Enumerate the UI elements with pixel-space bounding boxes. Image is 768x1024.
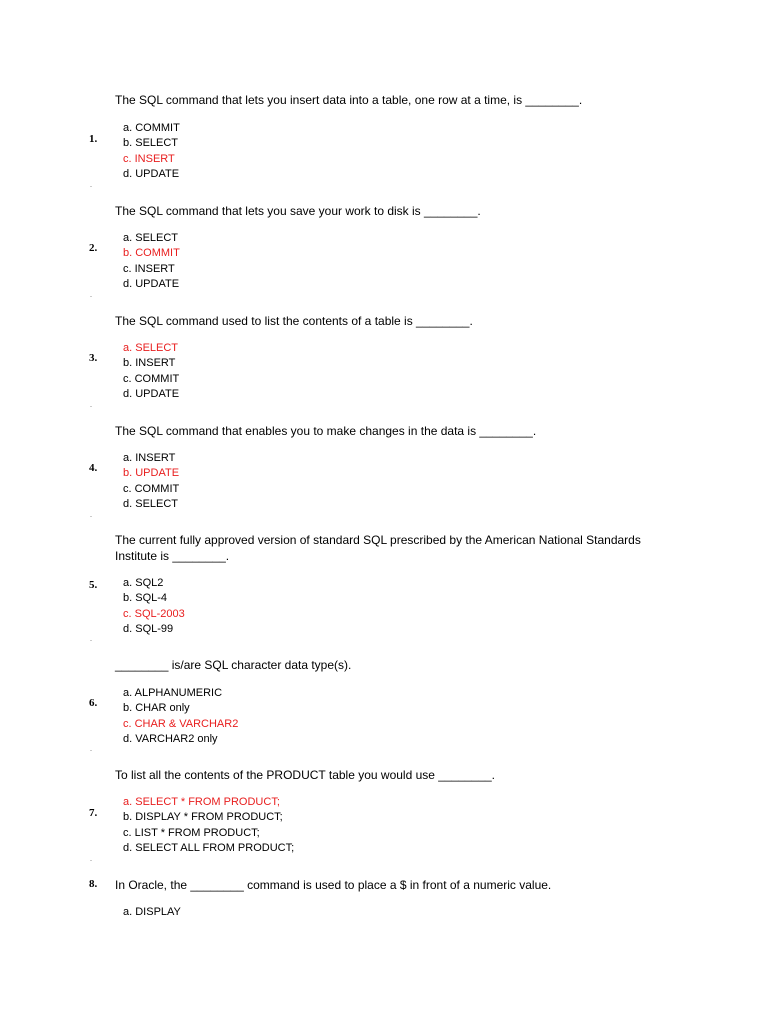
option-d: d. UPDATE (123, 387, 180, 400)
divider-mark (90, 516, 92, 517)
option-list (123, 686, 238, 747)
question-text: In Oracle, the ________ command is used to place a $ in front of a numeric value. (115, 878, 552, 892)
question-number: 1. (89, 133, 98, 145)
option-list (123, 231, 180, 292)
option-c-correct: c. INSERT (123, 152, 175, 165)
option-d: d. UPDATE (123, 277, 180, 290)
option-b-correct: b. UPDATE (123, 467, 180, 480)
option-a: a. INSERT (123, 452, 176, 464)
option-a: a. SQL2 (123, 577, 164, 589)
option-a: a. ALPHANUMERIC (123, 687, 223, 699)
option-list (123, 576, 185, 637)
question-text: The SQL command used to list the contents of a table is ________. (115, 314, 473, 328)
question-text: To list all the contents of the PRODUCT table you would use ________. (115, 768, 495, 782)
option-list (123, 905, 181, 920)
option-c: c. LIST * FROM PRODUCT; (123, 826, 260, 839)
option-a: a. COMMIT (123, 122, 180, 134)
option-list (123, 795, 294, 856)
option-list (123, 341, 179, 402)
divider-mark (90, 406, 92, 407)
option-a: a. DISPLAY (123, 906, 181, 918)
divider-mark (90, 640, 92, 641)
question-number: 5. (89, 579, 98, 591)
option-list (123, 121, 180, 182)
option-a-correct: a. SELECT * FROM PRODUCT; (123, 796, 280, 808)
divider-mark (90, 296, 92, 297)
question-number: 3. (89, 352, 98, 364)
option-b: b. CHAR only (123, 702, 190, 715)
option-c: c. INSERT (123, 262, 175, 275)
question-text: The SQL command that enables you to make changes in the data is ________. (115, 424, 537, 438)
option-a: a. SELECT (123, 232, 179, 244)
option-list (123, 451, 179, 512)
divider-mark (90, 186, 92, 187)
question-number: 2. (89, 242, 98, 254)
question-text: The current fully approved version of standard SQL prescribed by the American National Standards Institute is ________. (115, 533, 641, 563)
question-text: ________ is/are SQL character data type(s). (115, 658, 352, 672)
option-d: d. SQL-99 (123, 622, 174, 635)
question-number: 6. (89, 697, 98, 709)
option-b-correct: b. COMMIT (123, 247, 180, 260)
option-d: d. SELECT ALL FROM PRODUCT; (123, 841, 295, 854)
option-c: c. COMMIT (123, 482, 180, 495)
option-d: d. UPDATE (123, 167, 180, 180)
question-number: 8. (89, 878, 98, 890)
option-c-correct: c. SQL-2003 (123, 607, 185, 620)
divider-mark (90, 860, 92, 861)
option-b: b. SQL-4 (123, 592, 168, 605)
option-b: b. INSERT (123, 357, 176, 370)
question-number: 4. (89, 462, 98, 474)
divider-mark (90, 750, 92, 751)
option-a-correct: a. SELECT (123, 342, 179, 354)
option-c-correct: c. CHAR & VARCHAR2 (123, 717, 239, 730)
question-text: The SQL command that lets you insert data into a table, one row at a time, is ________. (115, 93, 583, 107)
question-text: The SQL command that lets you save your work to disk is ________. (115, 204, 481, 218)
question-number: 7. (89, 807, 98, 819)
option-c: c. COMMIT (123, 372, 180, 385)
option-b: b. SELECT (123, 137, 179, 150)
option-d: d. VARCHAR2 only (123, 732, 218, 745)
option-d: d. SELECT (123, 497, 179, 510)
option-b: b. DISPLAY * FROM PRODUCT; (123, 811, 283, 824)
